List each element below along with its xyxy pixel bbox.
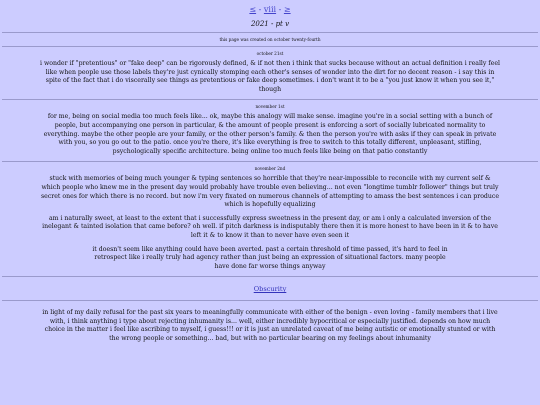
divider: [2, 300, 538, 301]
entry-text: stuck with memories of being much younger & typing sentences so horrible that they're near-impossible to reconcile with my current self & which people who knew me in the present day would probably have trouble even believing... not even "longtime tumblr follower" things but truly secret ones for which there is no record. but now i'm very fixated on numerous channels of attempting to amass the best sentences i can produce which is hopefully equalizing: [40, 175, 499, 209]
entry: [0, 309, 540, 343]
entry-text: in light of my daily refusal for the past six years to meaningfully communicate with either of the benign - even loving - family members that i live with, i think anything i type about rejecting inhumanity is... well, either incredibly hypocritical or especially justified. depends on how much choice in the matter i feel like ascribing to myself, i guess!!! or it is just an unrelated caveat of me being autistic or emotionally stunted or with the wrong people or something... bad, but with no particular bearing on my feelings about inhumanity: [42, 309, 498, 343]
entry: [0, 51, 540, 94]
nav-separator: -: [258, 5, 262, 14]
nav-separator: -: [278, 5, 282, 14]
entry-date: november 1st: [255, 104, 285, 110]
page-subtitle: 2021 - pt v: [250, 20, 290, 28]
previous-page-link[interactable]: ≤: [249, 5, 257, 14]
entry-date: november 2nd: [254, 166, 286, 172]
next-page-link[interactable]: ≥: [283, 5, 291, 14]
entry-text: for me, being on social media too much feels like... ok, maybe this analogy will make sense. imagine you're in a social setting with a bunch of people, but accompanying one person in particular, & the amount of people present is enforcing a sort of socially lubricated normality to everything. maybe the other people are your family, or the other person's family. & then the person you're with asks if they can speak in private with you, so you go out to the patio. once you're there, it's like everything is free to switch to this totally different, unpleasant, stifling, psychologically specific architecture. being online too much feels like being on that patio constantly: [43, 113, 497, 155]
entry-text: it doesn't seem like anything could have been averted. past a certain threshold of time passed, it's hard to feel in retrospect like i really truly had agency rather than just being an expression of situational factors. many people have done far worse things anyway: [92, 245, 448, 270]
divider: [2, 46, 538, 47]
entry: [0, 104, 540, 156]
link-row: [0, 285, 540, 293]
divider: [2, 276, 538, 277]
divider: [2, 99, 538, 100]
entry-text: am i naturally sweet, at least to the extent that i successfully express sweetness in the present day, or am i only a calculated inversion of the inelegant & tainted isolation that came before? oh well. if pitch darkness is indisputably there then it is more honest to have been in it & to have left it & to know it than to never have even seen it: [42, 214, 498, 239]
entry: [0, 166, 540, 271]
page-navigation: [0, 0, 540, 17]
current-page-link[interactable]: viii: [263, 5, 277, 14]
divider: [2, 161, 538, 162]
divider: [2, 32, 538, 33]
entry-text: i wonder if "pretentious" or "fake deep" can be rigorously defined, & if not then i think that sucks because without an actual definition i really feel like when people use those labels they're just cynically stomping each other's senses of wonder into the dirt for no decent reason - i say this in spite of the fact that i do viscerally see things as pretentious or fake deep sometimes. i don't want it to be a "you just know it when you see it," though: [40, 60, 500, 93]
entry-date: october 21st: [256, 51, 284, 56]
obscurity-link[interactable]: Obscurity: [253, 285, 287, 294]
creation-note: this page was created on october twenty-fourth: [219, 37, 321, 42]
